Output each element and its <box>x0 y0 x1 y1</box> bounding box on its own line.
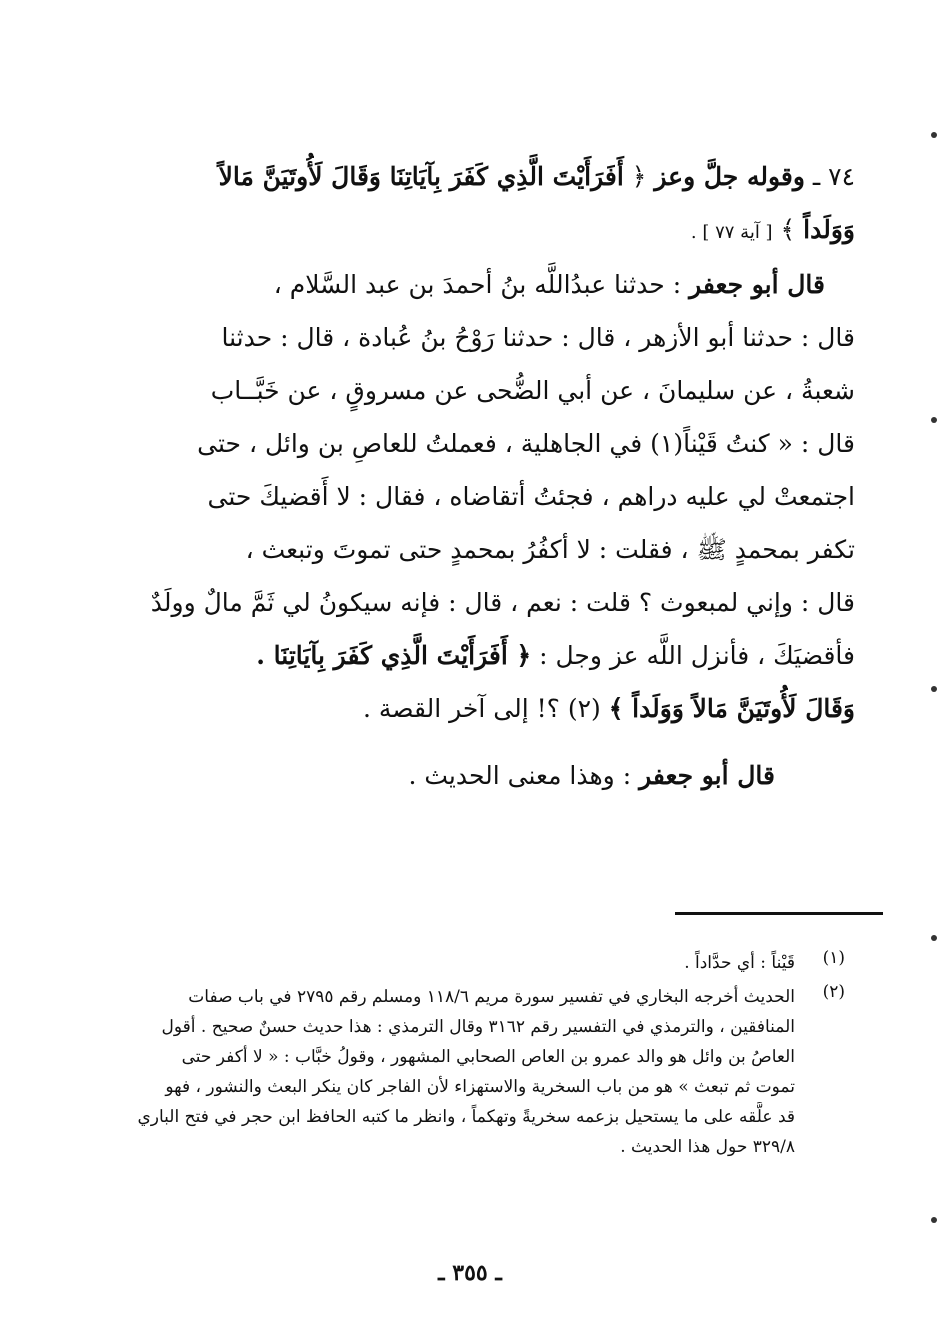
page-number: ـ ٣٥٥ ـ <box>438 1260 502 1286</box>
margin-dot <box>931 935 937 941</box>
paragraph-text: : حدثنا عبدُاللَّه بنُ أحمدَ بن عبد السَّلام ، <box>273 270 682 299</box>
paragraph-line-4: قال : « كنتُ قَيْناً(١) في الجاهلية ، فعملتُ للعاصِ بن وائل ، حتى <box>197 429 855 458</box>
footnote-line: قد علَّقه على ما يستحيل بزعمه سخريةً وتهكماً ، وانظر ما كتبه الحافظ ابن حجر في فتح الباري <box>137 1107 795 1127</box>
margin-dot <box>931 686 937 692</box>
entry-dash: ـ <box>812 162 821 191</box>
verse-text: أَفَرَأَيْتَ الَّذِي كَفَرَ بِآيَاتِنَا وَقَالَ لَأُوتَيَنَّ مَالاً <box>218 162 624 191</box>
paragraph-line-1 <box>100 258 855 311</box>
closing-line <box>100 749 855 802</box>
footnote-line: العاصُ بن وائل هو والد عمرو بن العاص الصحابي المشهور ، وقولُ خبَّاب : « لا أكفر حتى <box>181 1047 795 1067</box>
entry-intro: وقوله جلَّ وعز <box>654 162 805 191</box>
footnote-line: الحديث أخرجه البخاري في تفسير سورة مريم ١١٨/٦ ومسلم رقم ٢٧٩٥ في باب صفات <box>188 987 795 1007</box>
paragraph-line-9 <box>100 682 855 735</box>
footnote-number: (٢) <box>822 982 845 1002</box>
footnotes <box>100 948 845 1162</box>
paragraph-line-8 <box>100 629 855 682</box>
verse-close-bracket: ﴾ <box>780 215 796 244</box>
footnote-separator <box>675 912 883 915</box>
speaker-label: قال أبو جعفر <box>689 270 825 299</box>
margin-dot <box>931 132 937 138</box>
entry-number: ٧٤ <box>828 162 855 191</box>
footnote <box>100 948 845 978</box>
margin-dot <box>931 417 937 423</box>
footnote-line: ٣٢٩/٨ حول هذا الحديث . <box>620 1137 795 1157</box>
footnote-line: المنافقين ، والترمذي في التفسير رقم ٣١٦٢ وقال الترمذي : هذا حديث حسنٌ صحيح . أقول <box>161 1017 795 1037</box>
footnote-line: قَيْناً : أي حدَّاداً . <box>684 953 795 973</box>
footnote-line: تموت ثم تبعث » هو من باب السخرية والاستهزاء لأن الفاجر كان ينكر البعث والنشور ، فهو <box>165 1077 795 1097</box>
verse-quote: وَقَالَ لَأُوتَيَنَّ مَالاً وَوَلَداً ﴾ <box>608 694 855 723</box>
margin-dot <box>931 1217 937 1223</box>
verse-open-bracket: ﴿ <box>631 162 647 191</box>
closing-text: : وهذا معنى الحديث . <box>408 761 632 790</box>
verse-quote: ﴿ أَفَرَأَيْتَ الَّذِي كَفَرَ بِآيَاتِنَا . <box>256 641 532 670</box>
paragraph-line-6: تكفر بمحمدٍ ﷺ ، فقلت : لا أكفُرُ بمحمدٍ حتى تموتَ وتبعث ، <box>245 535 855 564</box>
speaker-label: قال أبو جعفر <box>639 761 775 790</box>
verse-reference: [ آية ٧٧ ] . <box>690 222 773 243</box>
entry-heading-line-1 <box>100 150 855 203</box>
entry-heading-line-2 <box>100 203 855 256</box>
footnote <box>100 982 845 1162</box>
paragraph-line-3: شعبةُ ، عن سليمانَ ، عن أبي الضُّحى عن مسروقٍ ، عن خَبَّــاب <box>210 376 855 405</box>
main-text <box>100 150 855 802</box>
paragraph-line-2: قال : حدثنا أبو الأزهر ، قال : حدثنا رَوْحُ بنُ عُبادة ، قال : حدثنا <box>221 323 855 352</box>
paragraph-text: فأقضيَكَ ، فأنزل اللَّه عز وجل : <box>539 641 855 670</box>
verse-text-cont: وَوَلَداً <box>803 215 855 244</box>
paragraph-line-5: اجتمعتْ لي عليه دراهم ، فجئتُ أتقاضاه ، فقال : لا أَقضيكَ حتى <box>207 482 855 511</box>
paragraph-text: (٢) ؟! إلى آخر القصة . <box>362 694 601 723</box>
paragraph-line-7: قال : وإني لمبعوث ؟ قلت : نعم ، قال : فإنه سيكونُ لي ثَمَّ مالٌ وولَدٌ <box>150 588 855 617</box>
footnote-number: (١) <box>822 948 845 968</box>
